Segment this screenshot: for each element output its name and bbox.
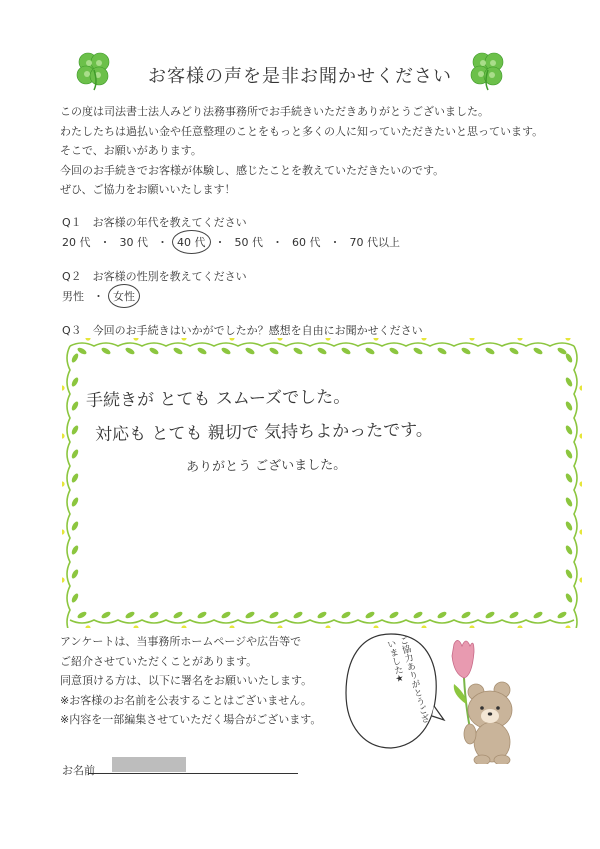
- vine-frame: [62, 338, 582, 628]
- intro-line: この度は司法書士法人みどり法務事務所でお手続きいただきありがとうございました。: [60, 105, 489, 118]
- note-line: 同意頂ける方は、以下に署名をお願いいたします。: [60, 674, 313, 687]
- q3-answer-line-3: ありがとう ございました。: [185, 457, 347, 475]
- name-signature-line[interactable]: [88, 773, 298, 774]
- note-line: ご紹介させていただくことがあります。: [60, 654, 258, 668]
- q2-options: 男性 ・ 女性: [62, 290, 135, 303]
- name-redaction: [112, 757, 186, 772]
- intro-line: そこで、お願いがあります。: [60, 144, 202, 157]
- q1-option-20s[interactable]: 20 代: [62, 236, 91, 249]
- q1-option-30s[interactable]: 30 代: [119, 236, 148, 249]
- page-title: お客様の声を是非お聞かせください: [148, 66, 452, 87]
- q2-option-male[interactable]: 男性: [62, 290, 84, 303]
- q1-title: Q１ お客様の年代を教えてください: [62, 216, 247, 229]
- note-line: アンケートは、当事務所ホームページや広告等で: [60, 635, 302, 648]
- bubble-text: ご協力ありがとうございました★: [384, 635, 430, 725]
- q1-option-40s-selected[interactable]: 40 代: [177, 236, 206, 249]
- intro-line: ぜひ、ご協力をお願いいたします！: [60, 183, 236, 196]
- note-line: ※内容を一部編集させていただく場合がございます。: [60, 713, 322, 726]
- q1-option-50s[interactable]: 50 代: [234, 236, 263, 249]
- q2-option-female-selected[interactable]: 女性: [113, 290, 135, 303]
- intro-line: 今回のお手続きでお客様が体験し、感じたことを教えていただきたいのです。: [60, 163, 445, 177]
- q3-title: Q３ 今回のお手続きはいかがでしたか？感想を自由にお聞かせください: [62, 324, 423, 337]
- q2-title: Q２ お客様の性別を教えてください: [62, 270, 247, 283]
- note-line: ※お客様のお名前を公表することはございません。: [60, 693, 312, 707]
- bear-illustration: [440, 634, 530, 764]
- q1-option-70s-plus[interactable]: 70 代以上: [349, 236, 400, 249]
- q3-answer-line-2: 対応も とても 親切で 気持ちよかったです。: [94, 420, 434, 445]
- name-label: お名前: [62, 764, 95, 777]
- consent-note: [60, 632, 321, 730]
- q1-options: 20 代 ・ 30 代 ・ 40 代 ・ 50 代 ・ 60 代 ・ 70 代以上: [62, 236, 400, 249]
- intro-text: [60, 102, 543, 200]
- intro-line: わたしたちは過払い金や任意整理のことをもっと多くの人に知っていただきたいと思っています。: [60, 124, 544, 138]
- q1-option-60s[interactable]: 60 代: [292, 236, 321, 249]
- q3-answer-line-1: 手続きが とても スムーズでした。: [85, 387, 351, 411]
